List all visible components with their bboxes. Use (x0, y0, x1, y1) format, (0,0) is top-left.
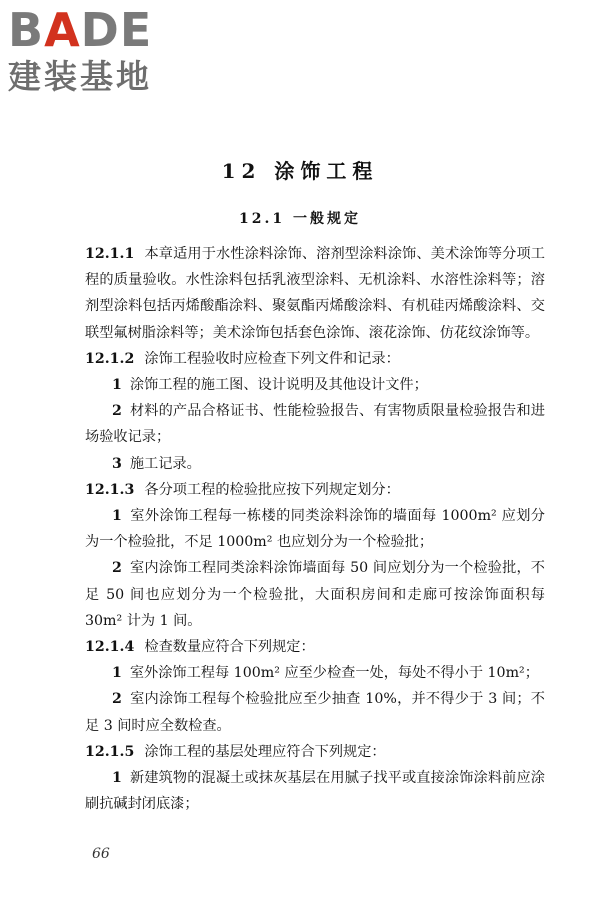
paragraph-text: 施工记录。 (129, 455, 201, 472)
list-item (85, 686, 545, 738)
clause-paragraph (85, 477, 545, 503)
logo-subtitle: 建装基地 (8, 57, 152, 96)
list-item (85, 372, 545, 398)
item-number: 2 (111, 403, 122, 420)
document-body (85, 241, 545, 817)
list-item (85, 451, 545, 477)
list-item (85, 503, 545, 555)
item-number: 1 (111, 377, 122, 394)
paragraph-text: 检查数量应符合下列规定： (144, 639, 315, 656)
paragraph-text: 各分项工程的检验批应按下列规定划分： (144, 481, 400, 498)
clause-number: 12.1.1 (85, 246, 135, 262)
paragraph-text: 涂饰工程的施工图、设计说明及其他设计文件； (129, 377, 428, 394)
list-item (85, 555, 545, 634)
clause-paragraph (85, 634, 545, 660)
clause-number: 12.1.3 (85, 481, 135, 498)
clause-paragraph (85, 241, 545, 346)
paragraph-text: 材料的产品合格证书、性能检验报告、有害物质限量检验报告和进场验收记录； (85, 403, 545, 446)
item-number: 1 (111, 508, 122, 525)
page-number: 66 (92, 846, 110, 862)
logo-letter-a: A (44, 3, 81, 57)
clause-paragraph (85, 346, 545, 372)
paragraph-text: 新建筑物的混凝土或抹灰基层在用腻子找平或直接涂饰涂料前应涂刷抗碱封闭底漆； (85, 770, 545, 813)
clause-number: 12.1.4 (85, 639, 135, 656)
clause-number: 12.1.5 (85, 743, 135, 760)
item-number: 3 (111, 455, 122, 472)
logo-letter-b: B (8, 3, 45, 57)
item-number: 1 (111, 665, 122, 682)
paragraph-text: 室内涂饰工程每个检验批应至少抽查 10%，并不得少于 3 间；不足 3 间时应全数检查。 (85, 691, 545, 734)
paragraph-text: 涂饰工程的基层处理应符合下列规定： (144, 743, 386, 760)
bade-logo (8, 4, 178, 96)
paragraph-text: 室外涂饰工程每 100m² 应至少检查一处，每处不得小于 10m²； (129, 665, 539, 682)
clause-number: 12.1.2 (85, 350, 135, 367)
list-item (85, 765, 545, 817)
item-number: 1 (111, 770, 122, 787)
section-title: 12.1 一般规定 (239, 211, 361, 227)
item-number: 2 (111, 560, 122, 577)
logo-letters-de: DE (80, 3, 153, 57)
list-item (85, 398, 545, 450)
logo-wordmark (8, 4, 178, 56)
list-item (85, 660, 545, 686)
paragraph-text: 涂饰工程验收时应检查下列文件和记录： (144, 350, 400, 367)
paragraph-text: 室内涂饰工程同类涂料涂饰墙面每 50 间应划分为一个检验批，不足 50 间也应划分为一个检验批，大面积房间和走廊可按涂饰面积每 30m² 计为 1 间。 (85, 560, 545, 629)
item-number: 2 (111, 691, 122, 708)
clause-paragraph (85, 739, 545, 765)
chapter-title: 12 涂饰工程 (221, 159, 379, 183)
paragraph-text: 室外涂饰工程每一栋楼的同类涂料涂饰的墙面每 1000m² 应划分为一个检验批，不足 1000m² 也应划分为一个检验批； (85, 508, 545, 551)
paragraph-text: 本章适用于水性涂料涂饰、溶剂型涂料涂饰、美术涂饰等分项工程的质量验收。水性涂料包括乳液型涂料、无机涂料、水溶性涂料等；溶剂型涂料包括丙烯酸酯涂料、聚氨酯丙烯酸涂料、有机硅丙烯酸涂料、交联型氟树脂涂料等；美术涂饰包括套色涂饰、滚花涂饰、仿花纹涂饰等。 (85, 246, 545, 341)
